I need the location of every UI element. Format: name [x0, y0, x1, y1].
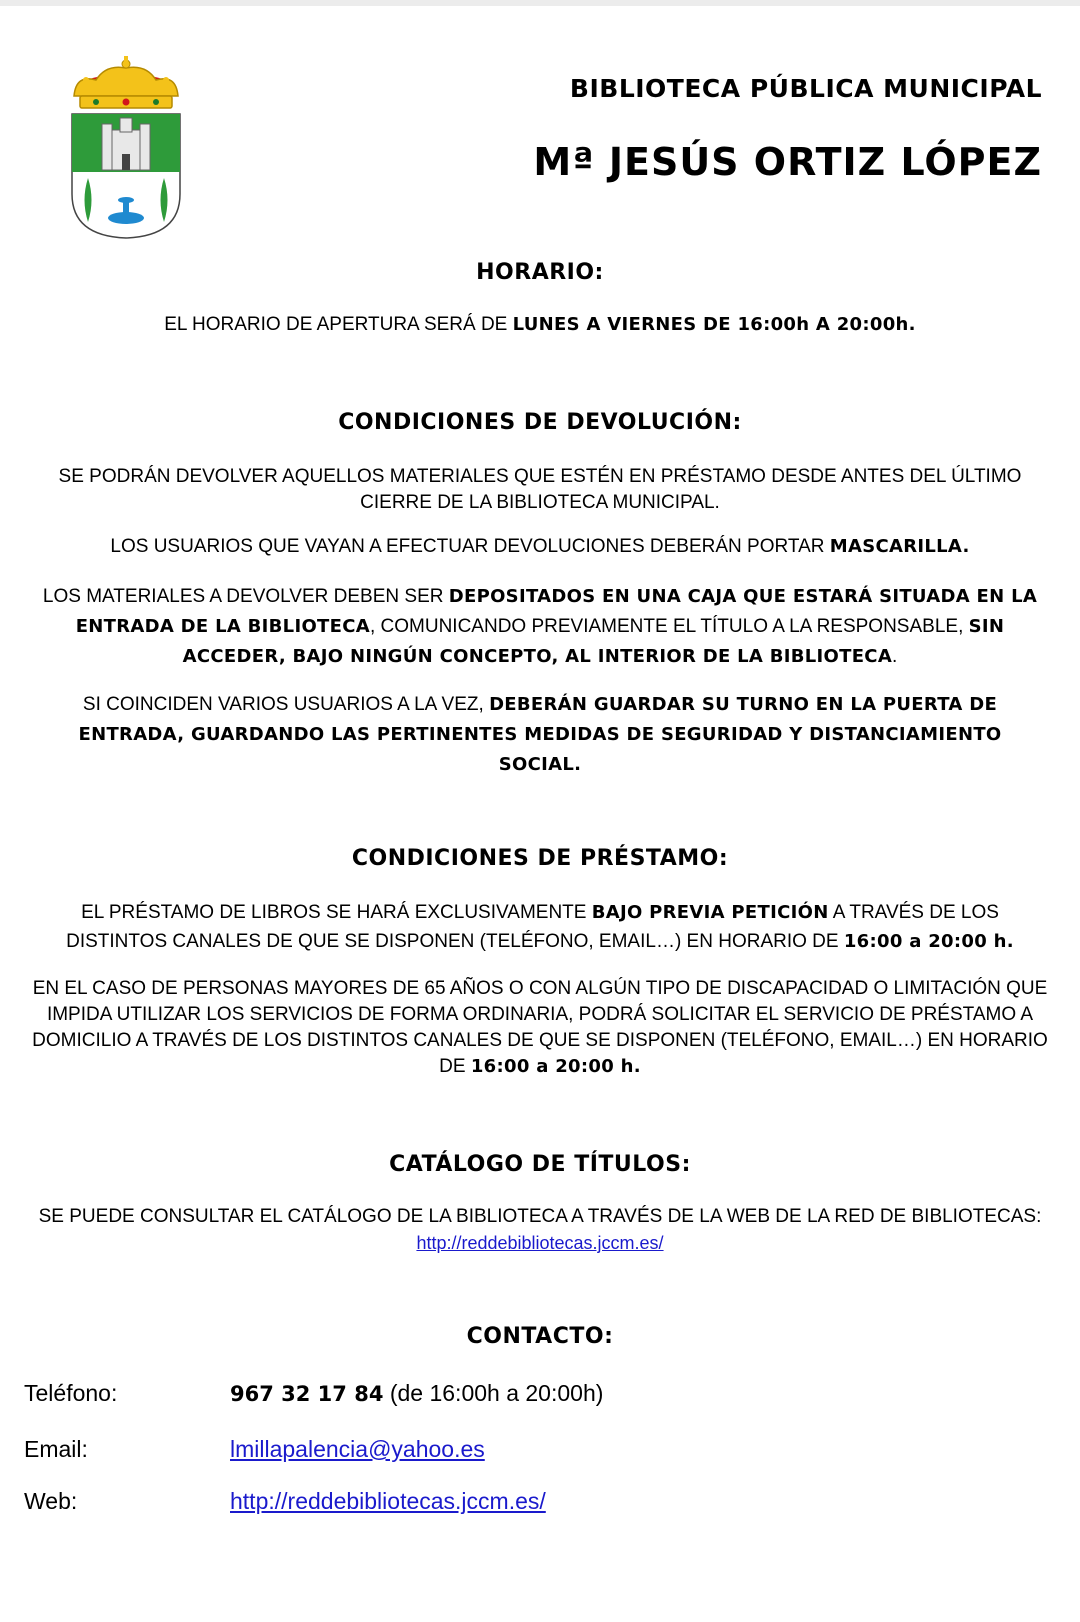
phone-label: Teléfono:: [24, 1380, 118, 1406]
catalogo-title: CATÁLOGO DE TÍTULOS:: [389, 1152, 691, 1177]
contacto-title: CONTACTO:: [466, 1324, 614, 1349]
horario-text: EL HORARIO DE APERTURA SERÁ DE LUNES A VIERNES DE 16:00h A 20:00h.: [164, 314, 916, 335]
devolucion-paragraph-3: LOS MATERIALES A DEVOLVER DEBEN SER DEPOSITADOS EN UNA CAJA QUE ESTARÁ SITUADA EN LA ENTRADA DE LA BIBLIOTECA, COMUNICANDO PREVIAMENTE EL TÍTULO A LA RESPONSABLE, SIN ACCEDER, BAJO NINGÚN CONCEPTO, AL INTERIOR DE LA BIBLIOTECA.: [42, 586, 1038, 667]
catalogo-link[interactable]: http://reddebibliotecas.jccm.es/: [416, 1233, 664, 1253]
contact-phone-row: [24, 1380, 603, 1407]
phone-hours: (de 16:00h a 20:00h): [383, 1380, 604, 1406]
web-link[interactable]: http://reddebibliotecas.jccm.es/: [230, 1488, 546, 1514]
email-link[interactable]: lmillapalencia@yahoo.es: [230, 1436, 485, 1462]
shield-icon: [72, 114, 180, 238]
prestamo-paragraph-1: EL PRÉSTAMO DE LIBROS SE HARÁ EXCLUSIVAMENTE BAJO PREVIA PETICIÓN A TRAVÉS DE LOS DISTINTOS CANALES DE QUE SE DISPONEN (TELÉFONO, EMAIL…) EN HORARIO DE 16:00 a 20:00 h.: [66, 902, 1014, 952]
library-name: BIBLIOTECA PÚBLICA MUNICIPAL: [569, 74, 1042, 103]
prestamo-paragraph-2: EN EL CASO DE PERSONAS MAYORES DE 65 AÑOS O CON ALGÚN TIPO DE DISCAPACIDAD O LIMITACIÓN QUE IMPIDA UTILIZAR LOS SERVICIOS DE FORMA ORDINARIA, PODRÁ SOLICITAR EL SERVICIO DE PRÉSTAMO A DOMICILIO A TRAVÉS DE LOS DISTINTOS CANALES DE QUE SE DISPONEN (TELÉFONO, EMAIL…) EN HORARIO DE 16:00 a 20:00 h.: [32, 978, 1048, 1077]
crown-icon: [74, 56, 178, 108]
devolucion-paragraph-2: LOS USUARIOS QUE VAYAN A EFECTUAR DEVOLUCIONES DEBERÁN PORTAR MASCARILLA.: [110, 536, 970, 557]
contact-web-row: [24, 1488, 546, 1515]
top-edge-bar: [0, 0, 1080, 6]
devolucion-paragraph-4: SI COINCIDEN VARIOS USUARIOS A LA VEZ, DEBERÁN GUARDAR SU TURNO EN LA PUERTA DE ENTRADA, GUARDANDO LAS PERTINENTES MEDIDAS DE SEGURIDAD Y DISTANCIAMIENTO SOCIAL.: [78, 694, 1002, 775]
coat-of-arms-icon: [66, 54, 186, 244]
web-label: Web:: [24, 1488, 78, 1514]
catalogo-text: SE PUEDE CONSULTAR EL CATÁLOGO DE LA BIBLIOTECA A TRAVÉS DE LA WEB DE LA RED DE BIBLIOTECAS: http://reddebibliotecas.jccm.es/: [38, 1206, 1042, 1253]
phone-number[interactable]: 967 32 17 84: [230, 1382, 384, 1406]
horario-title: HORARIO:: [476, 260, 604, 285]
contact-email-row: [24, 1436, 485, 1463]
devolucion-paragraph-1: SE PODRÁN DEVOLVER AQUELLOS MATERIALES QUE ESTÉN EN PRÉSTAMO DESDE ANTES DEL ÚLTIMO CIERRE DE LA BIBLIOTECA MUNICIPAL.: [58, 466, 1022, 513]
email-label: Email:: [24, 1436, 88, 1462]
library-dedication: Mª JESÚS ORTIZ LÓPEZ: [533, 140, 1042, 184]
devolucion-title: CONDICIONES DE DEVOLUCIÓN:: [338, 410, 742, 435]
prestamo-title: CONDICIONES DE PRÉSTAMO:: [351, 846, 729, 871]
